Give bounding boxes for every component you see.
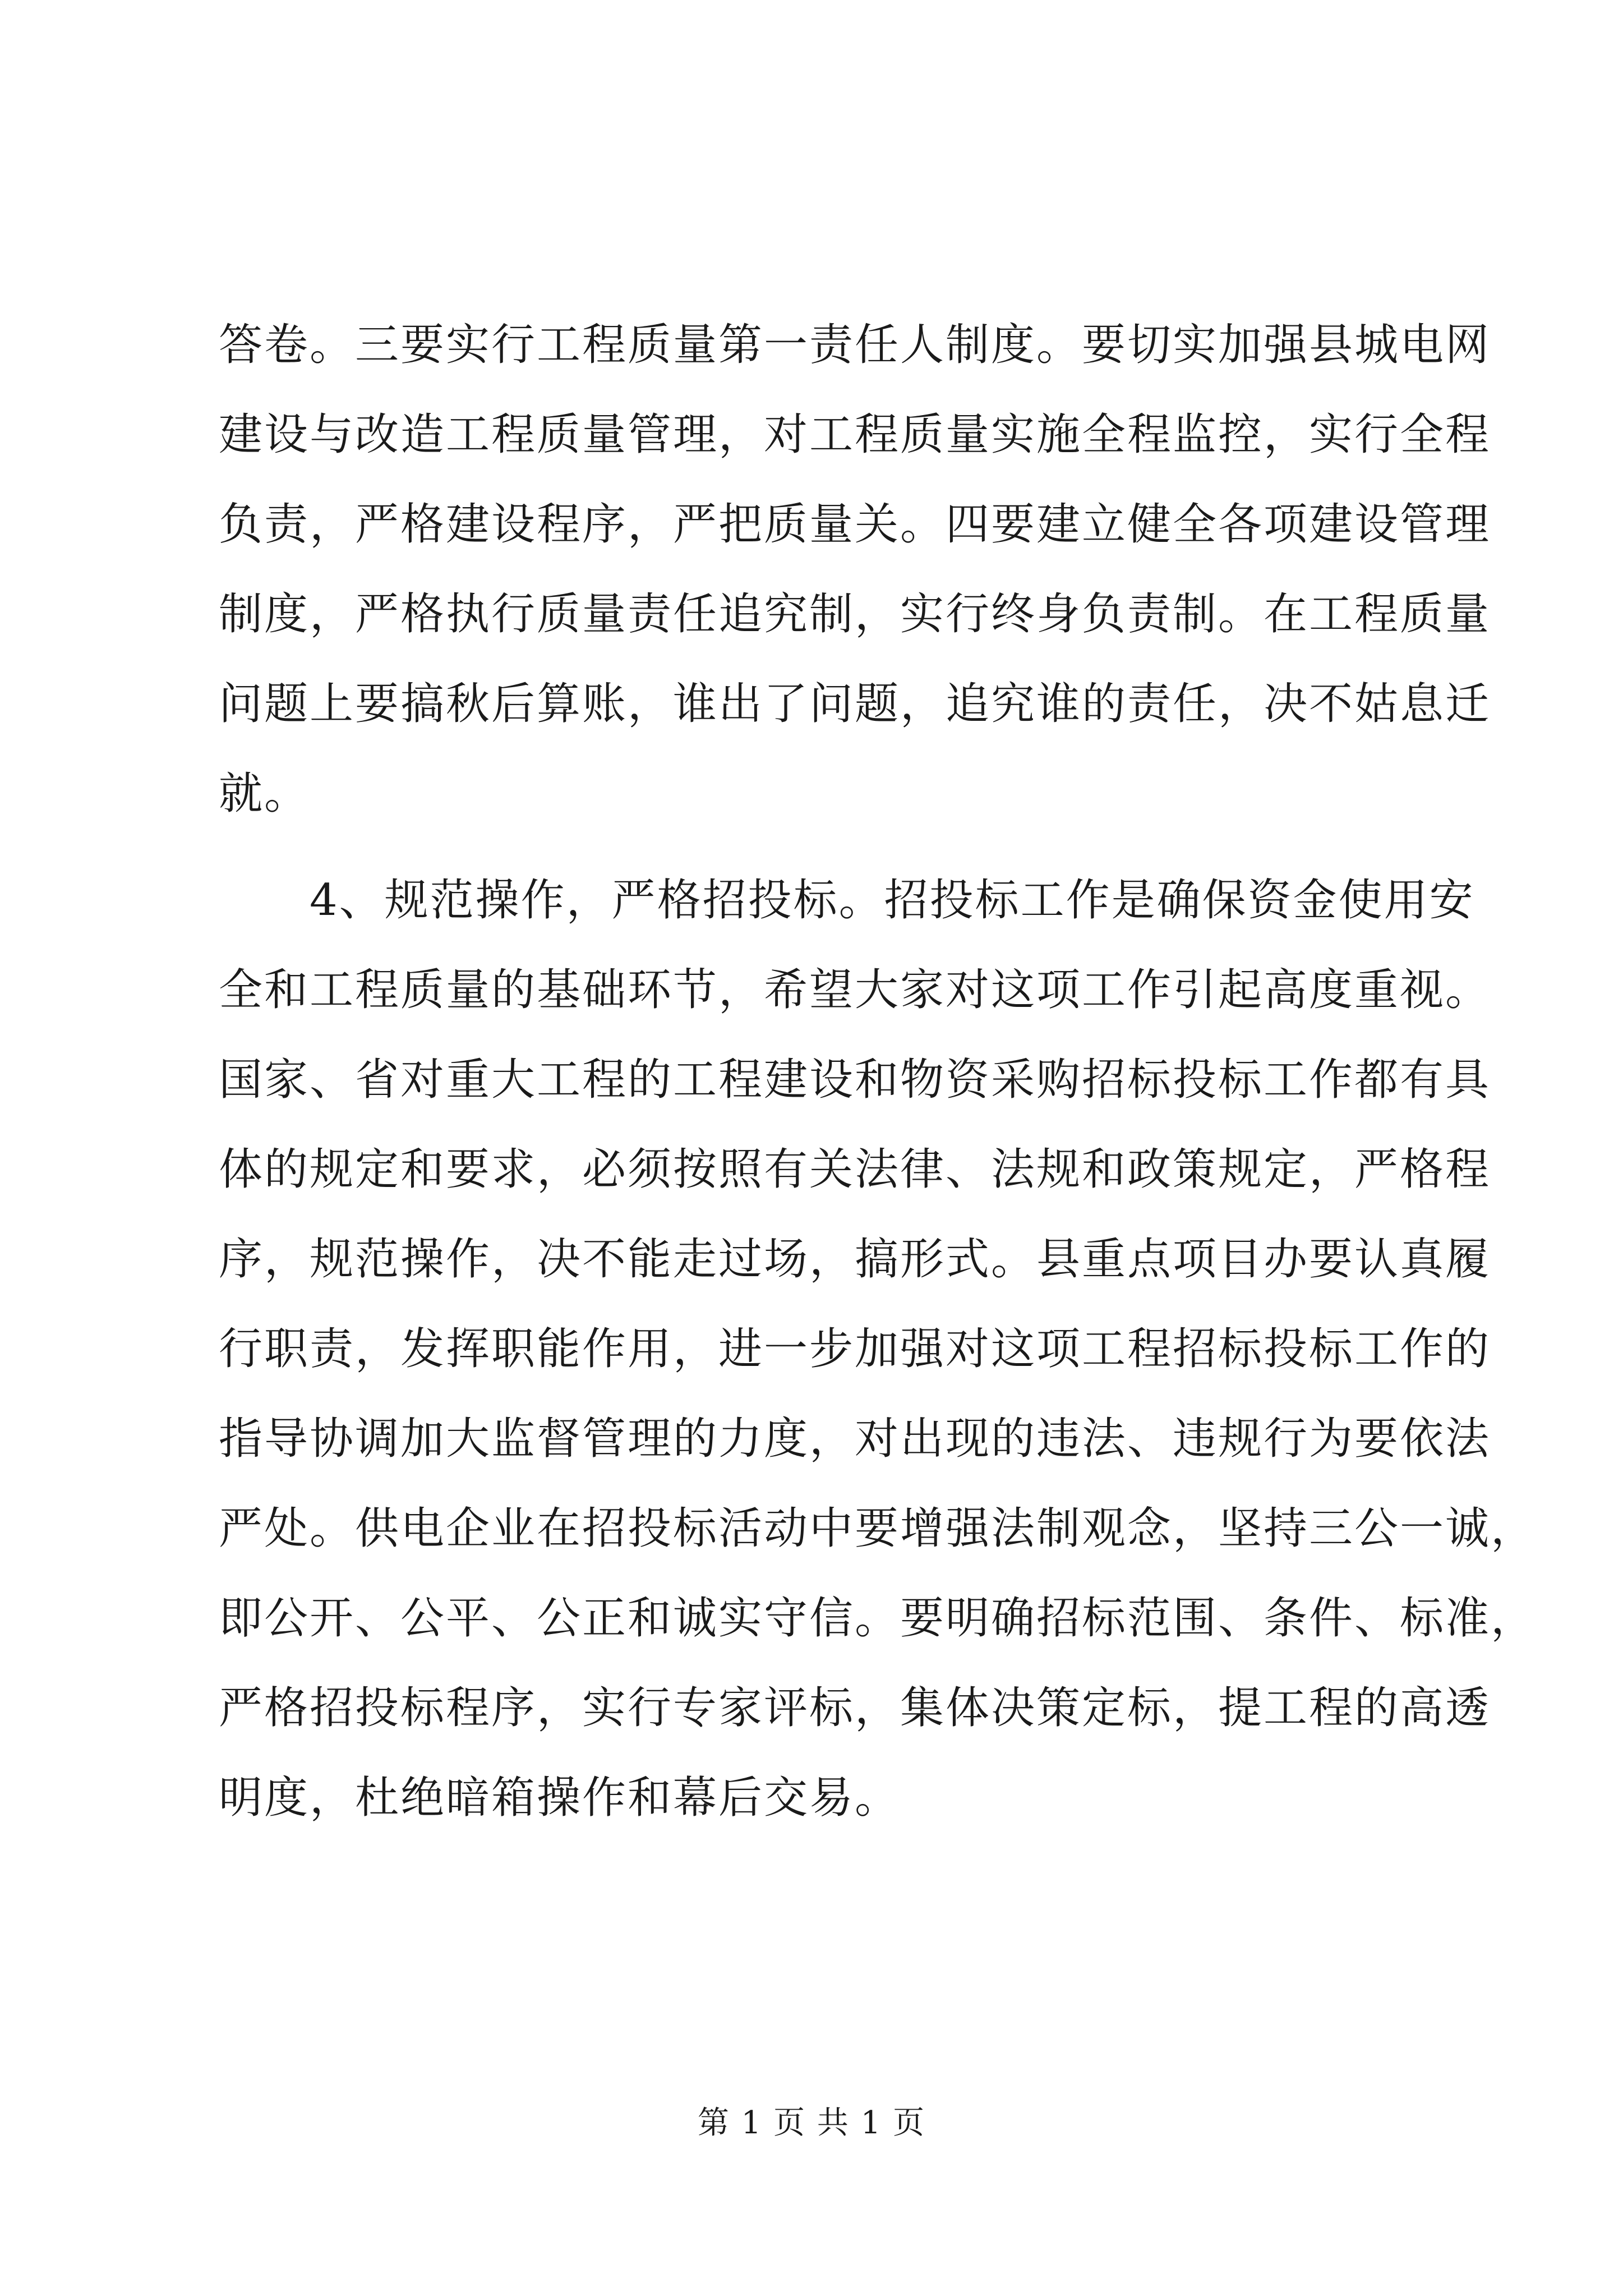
- text-line: 全和工程质量的基础环节，希望大家对这项工作引起高度重视。: [219, 965, 1491, 1015]
- text-line: 制度，严格执行质量责任追究制，实行终身负责制。在工程质量: [219, 589, 1491, 639]
- body-text: [219, 300, 1537, 1843]
- text-line: 序，规范操作，决不能走过场，搞形式。县重点项目办要认真履: [219, 1234, 1491, 1285]
- page-number-footer: 第 1 页 共 1 页: [697, 2105, 926, 2141]
- text-line: 严格招投标程序，实行专家评标，集体决策定标，提工程的高透: [219, 1683, 1491, 1733]
- text-line: 行职责，发挥职能作用，进一步加强对这项工程招标投标工作的: [219, 1324, 1491, 1374]
- text-line: 严处。供电企业在招投标活动中要增强法制观念，坚持三公一诚，: [219, 1503, 1537, 1554]
- text-line: 建设与改造工程质量管理，对工程质量实施全程监控，实行全程: [219, 409, 1491, 460]
- text-line: 问题上要搞秋后算账，谁出了问题，追究谁的责任，决不姑息迁: [219, 679, 1491, 729]
- text-line: 4、规范操作，严格招投标。招投标工作是确保资金使用安: [219, 875, 1475, 926]
- text-line: 国家、省对重大工程的工程建设和物资采购招标投标工作都有具: [219, 1055, 1491, 1105]
- text-line: 明度，杜绝暗箱操作和幕后交易。: [219, 1773, 901, 1823]
- text-line: 指导协调加大监督管理的力度，对出现的违法、违规行为要依法: [219, 1414, 1491, 1464]
- text-line: 负责，严格建设程序，严把质量关。四要建立健全各项建设管理: [219, 499, 1491, 550]
- paragraph-1: [219, 300, 1491, 839]
- paragraph-2: [219, 855, 1537, 1843]
- text-line: 就。: [219, 769, 310, 819]
- text-line: 答卷。三要实行工程质量第一责任人制度。要切实加强县城电网: [219, 320, 1491, 370]
- text-line: 即公开、公平、公正和诚实守信。要明确招标范围、条件、标准，: [219, 1593, 1537, 1644]
- text-line: 体的规定和要求，必须按照有关法律、法规和政策规定，严格程: [219, 1144, 1491, 1195]
